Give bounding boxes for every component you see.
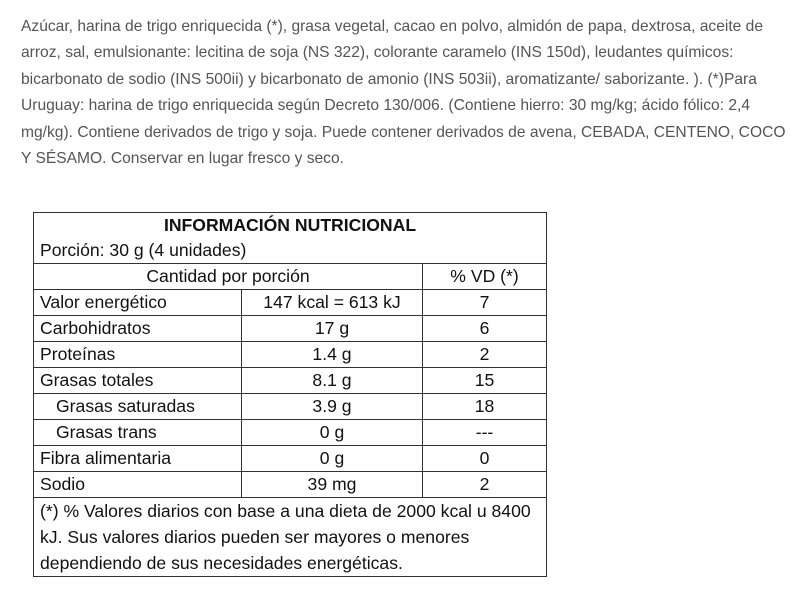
nutrient-amount: 147 kcal = 613 kJ bbox=[242, 290, 423, 316]
nutrient-name: Grasas saturadas bbox=[34, 394, 242, 420]
nutrient-amount: 1.4 g bbox=[242, 342, 423, 368]
nutrient-vd: 2 bbox=[423, 342, 547, 368]
table-row bbox=[34, 420, 547, 446]
nutrient-vd: 18 bbox=[423, 394, 547, 420]
nutrient-vd: --- bbox=[423, 420, 547, 446]
nutrient-name: Grasas trans bbox=[34, 420, 242, 446]
table-row bbox=[34, 316, 547, 342]
nutrient-vd: 6 bbox=[423, 316, 547, 342]
nutrient-amount: 0 g bbox=[242, 420, 423, 446]
nutrient-name: Sodio bbox=[34, 472, 242, 498]
nutrient-amount: 39 mg bbox=[242, 472, 423, 498]
nutrient-name: Fibra alimentaria bbox=[34, 446, 242, 472]
table-row bbox=[34, 342, 547, 368]
nutrient-name: Grasas totales bbox=[34, 368, 242, 394]
table-row bbox=[34, 290, 547, 316]
nutrient-vd: 7 bbox=[423, 290, 547, 316]
nutrient-amount: 0 g bbox=[242, 446, 423, 472]
nutrient-vd: 2 bbox=[423, 472, 547, 498]
nutrient-amount: 3.9 g bbox=[242, 394, 423, 420]
table-row bbox=[34, 446, 547, 472]
nutrient-amount: 8.1 g bbox=[242, 368, 423, 394]
table-title: INFORMACIÓN NUTRICIONAL bbox=[34, 213, 547, 239]
table-row bbox=[34, 368, 547, 394]
nutrient-vd: 15 bbox=[423, 368, 547, 394]
nutrient-vd: 0 bbox=[423, 446, 547, 472]
nutrient-name: Proteínas bbox=[34, 342, 242, 368]
table-row bbox=[34, 394, 547, 420]
ingredients-text: Azúcar, harina de trigo enriquecida (*), grasa vegetal, cacao en polvo, almidón de papa, dextrosa, aceite de arroz, sal, emulsionante: lecitina de soja (NS 322), colorante caramelo (INS 150d), leudantes químicos: bicarbonato de sodio (INS 500ii) y bicarbonato de amonio (INS 503ii), aromatizante/ saborizante. ). (*)Para Uruguay: harina de trigo enriquecida según Decreto 130/006. (Contiene hierro: 30 mg/kg; ácido fólico: 2,4 mg/kg). Contiene derivados de trigo y soja. Puede contener derivados de avena, CEBADA, CENTENO, COCO Y SÉSAMO. Conservar en lugar fresco y seco. bbox=[21, 18, 786, 168]
header-amount: Cantidad por porción bbox=[34, 264, 423, 290]
header-vd: % VD (*) bbox=[423, 264, 547, 290]
portion-size: Porción: 30 g (4 unidades) bbox=[34, 238, 547, 264]
table-footnote: (*) % Valores diarios con base a una dieta de 2000 kcal u 8400 kJ. Sus valores diarios pueden ser mayores o menores dependiendo de sus necesidades energéticas. bbox=[34, 498, 547, 577]
table-row bbox=[34, 472, 547, 498]
nutrient-name: Carbohidratos bbox=[34, 316, 242, 342]
nutrient-amount: 17 g bbox=[242, 316, 423, 342]
nutrient-name: Valor energético bbox=[34, 290, 242, 316]
nutrition-table bbox=[33, 212, 547, 577]
